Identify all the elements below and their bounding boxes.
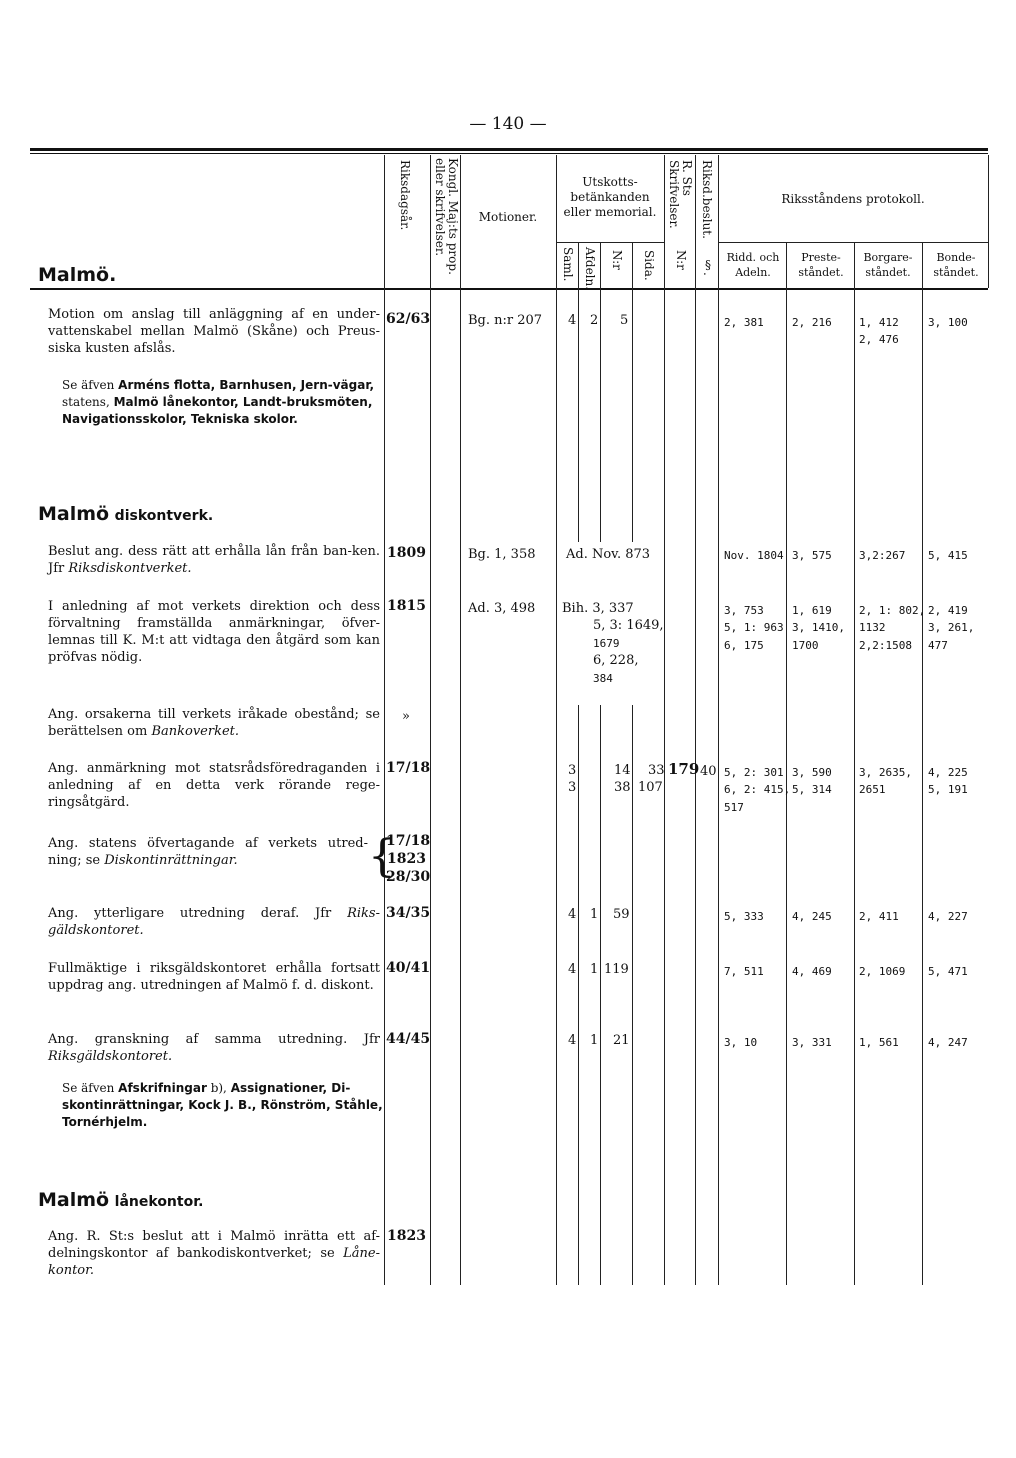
entry-3-bonde3: 477 <box>928 639 948 652</box>
entry-10-ref: Låne-kontor. <box>48 1246 380 1278</box>
entry-6-year2: 1823 <box>387 851 426 867</box>
header-rule <box>30 288 988 290</box>
sub-header-line-prot <box>718 242 988 243</box>
entry-5-rsts: 179 <box>668 760 700 778</box>
entry-3-utsk3: 1679 <box>593 637 620 650</box>
entry-5-nr1: 14 <box>614 763 631 778</box>
entry-7-preste: 4, 245 <box>792 910 832 923</box>
see-also-1-prefix: Se äfven <box>62 378 115 392</box>
entry-10-text <box>48 1228 380 1279</box>
entry-5-nr2: 38 <box>614 780 631 795</box>
top-rule-thin <box>30 153 988 154</box>
entry-5-preste1: 3, 590 <box>792 766 832 779</box>
entry-5-ridd1: 5, 2: 301 <box>724 766 784 779</box>
entry-3-borg3: 2,2:1508 <box>859 639 912 652</box>
entry-9-ridd: 3, 10 <box>724 1036 758 1049</box>
entry-8-afd: 1 <box>590 962 599 977</box>
header-riksdagsar: Riksdagsår. <box>398 160 412 231</box>
entry-8-text: Fullmäktige i riksgäldskontoret erhålla fortsatt uppdrag ang. utredningen af Malmö f. d. diskont. <box>48 961 380 993</box>
col-line-11 <box>786 242 787 1285</box>
entry-3-bonde1: 2, 419 <box>928 604 968 617</box>
header-riksd-beslut: Riksd.beslut. <box>700 160 714 239</box>
entry-1-text: Motion om anslag till anläggning af en under-vattenskabel mellan Malmö (Skåne) och Preus-siska kusten afslås. <box>48 307 380 356</box>
entry-1-bonde: 3, 100 <box>928 316 968 329</box>
entry-3-motion: Ad. 3, 498 <box>468 601 536 616</box>
entry-7-bonde: 4, 227 <box>928 910 968 923</box>
entry-10-body: Ang. R. St:s beslut att i Malmö inrätta ett af-delningskontor af bankodiskontverket; se <box>48 1229 380 1261</box>
header-preste: Preste- ståndet. <box>798 251 844 279</box>
col-line-7b <box>632 705 633 1285</box>
entry-1-year: 62/63 <box>386 311 431 327</box>
entry-6-brace: { <box>368 831 396 882</box>
entry-2-borg: 3,2:267 <box>859 549 906 562</box>
col-line-1 <box>384 155 385 1285</box>
entry-3-utsk1: Bih. 3, 337 <box>562 601 634 616</box>
entry-1-saml: 4 <box>568 313 577 328</box>
entry-5-year: 17/18 <box>386 760 431 776</box>
section-diskontverk-a: Malmö <box>38 503 110 525</box>
header-saml: Saml. <box>561 247 575 282</box>
entry-8-borg: 2, 1069 <box>859 965 906 978</box>
entry-1-motion: Bg. n:r 207 <box>468 313 543 328</box>
col-line-4 <box>556 155 557 1285</box>
entry-7-body: Ang. ytterligare utredning deraf. Jfr <box>48 906 332 921</box>
entry-1-borg1: 1, 412 <box>859 316 899 329</box>
col-line-7 <box>632 242 633 542</box>
entry-2-jfr: Jfr <box>48 561 65 576</box>
entry-8-ridd: 7, 511 <box>724 965 764 978</box>
entry-7-borg: 2, 411 <box>859 910 899 923</box>
col-line-12 <box>854 242 855 1285</box>
see-also-2-list2: Assignationer, Di-skontinrättningar, Kock J. B., Rönström, Ståhle, Tornérhjelm. <box>62 1081 383 1129</box>
col-line-5 <box>578 242 579 542</box>
entry-8-saml: 4 <box>568 962 577 977</box>
entry-3-borg1: 2, 1: 802, <box>859 604 926 617</box>
entry-9-text <box>48 1031 380 1065</box>
entry-5-bonde1: 4, 225 <box>928 766 968 779</box>
entry-10-year: 1823 <box>387 1228 426 1244</box>
header-motioner: Motioner. <box>478 210 538 224</box>
entry-3-preste3: 1700 <box>792 639 819 652</box>
entry-1-borg2: 2, 476 <box>859 333 899 346</box>
see-also-2-mid: b), <box>210 1081 227 1095</box>
entry-9-borg: 1, 561 <box>859 1036 899 1049</box>
section-lanekontor-a: Malmö <box>38 1189 110 1211</box>
entry-9-saml: 4 <box>568 1033 577 1048</box>
entry-4-body: Ang. orsakerna till verkets iråkade obestånd; se berättelsen om <box>48 707 380 739</box>
entry-3-preste2: 3, 1410, <box>792 621 845 634</box>
see-also-2-prefix: Se äfven <box>62 1081 115 1095</box>
see-also-1-list: Arméns flotta, Barnhusen, Jern-vägar, <box>118 378 375 392</box>
entry-7-ref: Riks-gäldskontoret. <box>48 906 380 938</box>
entry-2-utsk: Ad. Nov. 873 <box>566 546 654 563</box>
entry-2-ref: Riksdiskontverket. <box>68 561 192 576</box>
entry-3-year: 1815 <box>387 598 426 614</box>
entry-9-year: 44/45 <box>386 1031 431 1047</box>
entry-4-ref: Bankoverket. <box>151 724 240 739</box>
entry-8-year: 40/41 <box>386 960 431 976</box>
entry-3-utsk2: 5, 3: 1649, <box>593 618 664 633</box>
see-also-2-list: Afskrifningar <box>118 1081 207 1095</box>
see-also-1-list2: Malmö lånekontor, Landt-bruksmöten, Navigationsskolor, Tekniska skolor. <box>62 395 373 426</box>
entry-5-sida1: 33 <box>648 763 665 778</box>
section-lanekontor <box>38 1189 203 1211</box>
entry-9-preste: 3, 331 <box>792 1036 832 1049</box>
header-par: §. <box>701 258 715 276</box>
entry-8-preste: 4, 469 <box>792 965 832 978</box>
col-line-9 <box>695 155 696 1285</box>
header-bonde: Bonde- ståndet. <box>933 251 979 279</box>
header-kongl: Kongl. Maj:ts prop. eller skrifvelser. <box>433 158 460 275</box>
header-afdeln: Afdeln. <box>583 247 597 291</box>
page-number: — 140 — <box>469 114 547 134</box>
col-line-10 <box>718 155 719 1285</box>
header-ridd: Ridd. och Adeln. <box>726 251 780 279</box>
header-borgare: Borgare- ståndet. <box>863 251 913 279</box>
entry-1-preste: 2, 216 <box>792 316 832 329</box>
entry-6-year3: 28/30 <box>386 869 431 885</box>
entry-5-text: Ang. anmärkning mot statsrådsföredraganden i anledning af en detta verk rörande rege-ringsåtgärd. <box>48 761 380 810</box>
section-malmo <box>38 264 116 286</box>
section-malmo-title: Malmö. <box>38 264 117 286</box>
entry-3-ridd2: 5, 1: 963 <box>724 621 784 634</box>
entry-5-bonde2: 5, 191 <box>928 783 968 796</box>
entry-9-ref: Riksgäldskontoret. <box>48 1049 173 1064</box>
entry-5-saml2: 3 <box>568 780 577 795</box>
see-also-2 <box>62 1080 384 1131</box>
col-line-13 <box>922 242 923 1285</box>
top-rule <box>30 148 988 151</box>
entry-6-year1: 17/18 <box>386 833 431 849</box>
entry-2-motion: Bg. 1, 358 <box>468 547 536 562</box>
col-line-14 <box>988 155 989 288</box>
entry-9-nr: 21 <box>613 1033 630 1048</box>
entry-1-ridd: 2, 381 <box>724 316 764 329</box>
entry-5-ridd2: 6, 2: 415, <box>724 783 791 796</box>
col-line-6b <box>600 705 601 1285</box>
entry-7-ridd: 5, 333 <box>724 910 764 923</box>
entry-9-afd: 1 <box>590 1033 599 1048</box>
entry-5-saml1: 3 <box>568 763 577 778</box>
entry-7-nr: 59 <box>613 907 630 922</box>
entry-1-afd: 2 <box>590 313 599 328</box>
header-rsts: R. Sts Skrifvelser. <box>667 160 694 229</box>
sub-header-line-utsk <box>556 242 664 243</box>
entry-5-preste2: 5, 314 <box>792 783 832 796</box>
entry-2-ridd: Nov. 1804 <box>724 549 784 562</box>
entry-5-par: 40 <box>700 764 717 779</box>
see-also-1-mid: statens, <box>62 395 110 409</box>
entry-6-text <box>48 835 368 869</box>
entry-2-year: 1809 <box>387 545 426 561</box>
entry-7-afd: 1 <box>590 907 599 922</box>
entry-6-ref: Diskontinrättningar. <box>104 853 238 868</box>
see-also-1 <box>62 377 384 428</box>
entry-2-body: Beslut ang. dess rätt att erhålla lån från ban-ken. <box>48 544 380 559</box>
entry-2-preste: 3, 575 <box>792 549 832 562</box>
entry-9-bonde: 4, 247 <box>928 1036 968 1049</box>
header-sida: Sida. <box>642 250 656 281</box>
entry-8-bonde: 5, 471 <box>928 965 968 978</box>
entry-2-text <box>48 543 380 577</box>
header-nr2: N:r <box>674 250 688 270</box>
entry-4-year: » <box>402 709 410 724</box>
col-line-3 <box>460 155 461 1285</box>
entry-3-utsk4: 6, 228, <box>593 653 639 668</box>
entry-3-text: I anledning af mot verkets direktion och dess förvaltning framställda anmärkningar, öfver-lemnas till K. M:t att vidtaga den åtgärd som kan pröfvas nödig. <box>48 599 380 665</box>
section-diskontverk-b: diskontverk. <box>114 508 214 524</box>
entry-3-borg2: 1132 <box>859 621 886 634</box>
entry-3-preste1: 1, 619 <box>792 604 832 617</box>
entry-5-ridd3: 517 <box>724 801 744 814</box>
entry-9-body: Ang. granskning af samma utredning. Jfr <box>48 1032 380 1047</box>
entry-3-bonde2: 3, 261, <box>928 621 975 634</box>
col-line-5b <box>578 705 579 1285</box>
entry-3-ridd1: 3, 753 <box>724 604 764 617</box>
header-nr: N:r <box>610 250 624 270</box>
header-utskotts: Utskotts- betänkanden eller memorial. <box>563 175 657 219</box>
entry-7-saml: 4 <box>568 907 577 922</box>
entry-1-nr: 5 <box>620 313 629 328</box>
entry-6-body: Ang. statens öfvertagande af verkets utred-ning; se <box>48 836 368 868</box>
entry-8-nr: 119 <box>604 962 629 977</box>
entry-5-borg2: 2651 <box>859 783 886 796</box>
col-line-6 <box>600 242 601 542</box>
entry-7-text <box>48 905 380 939</box>
entry-3-utsk5: 384 <box>593 672 613 685</box>
entry-4-text <box>48 706 380 740</box>
entry-2-bonde: 5, 415 <box>928 549 968 562</box>
entry-5-sida2: 107 <box>638 780 663 795</box>
header-protokoll: Riksståndens protokoll. <box>781 192 925 206</box>
section-diskontverk <box>38 503 213 525</box>
col-line-8 <box>664 155 665 1285</box>
entry-5-borg1: 3, 2635, <box>859 766 912 779</box>
col-line-2 <box>430 155 431 1285</box>
section-lanekontor-b: lånekontor. <box>114 1194 204 1210</box>
entry-3-ridd3: 6, 175 <box>724 639 764 652</box>
entry-7-year: 34/35 <box>386 905 431 921</box>
